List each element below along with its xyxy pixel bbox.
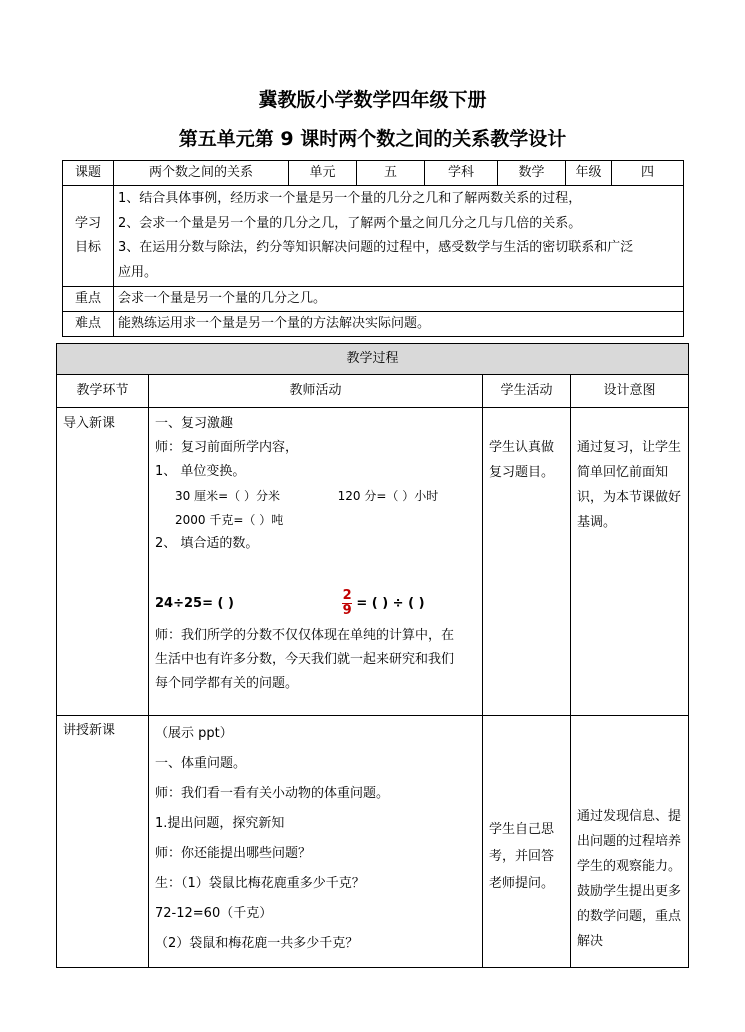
new-line: 师：你还能提出哪些问题？ [155,846,312,861]
equation-row [155,586,476,622]
new-line: （展示 ppt） [155,726,233,741]
equation-division: 24÷25= ( ) [155,596,234,611]
document-subtitle: 第五单元第 9 课时两个数之间的关系教学设计 [178,128,567,150]
col-intent-header: 设计意图 [571,375,689,408]
new-design-intent: 通过发现信息、提出问题的过程培养学生的观察能力。鼓励学生提出更多的数学问题，重点解决 [571,716,689,968]
new-line: 一、体重问题。 [155,756,247,771]
intro-closing: 每个同学都有关的问题。 [155,676,299,691]
goals-label [63,186,114,287]
fill-title: 2、 填合适的数。 [155,536,259,551]
goals-label-line-1: 学习 [74,216,101,231]
intro-closing: 生活中也有许多分数，今天我们就一起来研究和我们 [155,652,455,667]
intro-row [57,408,689,716]
new-stage: 讲授新课 [57,716,149,968]
key-point-label: 重点 [63,287,114,312]
goals-label-line-2: 目标 [74,240,101,255]
grade-value: 四 [612,161,684,186]
fraction-denominator: 9 [342,603,352,618]
process-column-row [57,375,689,408]
new-student-activity: 学生自己思考，并回答老师提问。 [483,716,571,968]
document-title: 冀教版小学数学四年级下册 [258,89,487,111]
lesson-row [63,161,684,186]
subject-value: 数学 [498,161,566,186]
difficulty-row [63,312,684,337]
intro-student-activity: 学生认真做复习题目。 [483,408,571,716]
subject-label: 学科 [425,161,498,186]
conversion-b: 120 分=（ ）小时 [337,489,439,503]
key-point-row [63,287,684,312]
new-line: 1.提出问题，探究新知 [155,816,285,831]
process-header-row [57,344,689,375]
new-line: 72-12=60（千克） [155,906,273,921]
goals-row [63,186,684,287]
lesson-label: 课题 [63,161,114,186]
intro-stage: 导入新课 [57,408,149,716]
goal-item: 应用。 [118,264,158,280]
process-header: 教学过程 [57,344,689,375]
grade-label: 年级 [566,161,612,186]
goal-item: 2、会求一个量是另一个量的几分之几，了解两个量之间几分之几与几倍的关系。 [118,215,582,231]
equation-fraction-division: = ( ) ÷ ( ) [356,596,425,611]
fraction-numerator: 2 [342,588,352,603]
difficulty-label: 难点 [63,312,114,337]
intro-line: 师：复习前面所学内容， [155,440,299,455]
conversion-row [155,484,476,508]
intro-line: 1、 单位变换。 [155,464,246,479]
goals-content [114,186,684,287]
intro-design-intent: 通过复习，让学生简单回忆前面知识，为本节课做好基调。 [571,408,689,716]
goal-item: 1、结合具体事例，经历求一个量是另一个量的几分之几和了解两数关系的过程， [118,191,582,206]
lesson-info-table [62,160,684,337]
new-lesson-row [57,716,689,968]
unit-label: 单元 [289,161,357,186]
new-line: 师：我们看一看有关小动物的体重问题。 [155,786,390,801]
fraction-two-ninths [342,589,352,618]
col-student-header: 学生活动 [483,375,571,408]
conversion-a: 30 厘米=（ ）分米 [175,489,280,503]
new-line: 生：（1）袋鼠比梅花鹿重多少千克？ [155,876,365,891]
goal-item: 3、在运用分数与除法，约分等知识解决问题的过程中，感受数学与生活的密切联系和广泛 [118,240,634,255]
conversion-c: 2000 千克=（ ）吨 [175,513,284,527]
col-stage-header: 教学环节 [57,375,149,408]
key-point-value: 会求一个量是另一个量的几分之几。 [114,287,684,312]
difficulty-value: 能熟练运用求一个量是另一个量的方法解决实际问题。 [114,312,684,337]
intro-teacher-activity [149,408,483,716]
lesson-value: 两个数之间的关系 [114,161,289,186]
new-teacher-activity [149,716,483,968]
new-line: （2）袋鼠和梅花鹿一共多少千克？ [155,936,359,951]
col-teacher-header: 教师活动 [149,375,483,408]
unit-value: 五 [357,161,425,186]
intro-closing: 师：我们所学的分数不仅仅体现在单纯的计算中，在 [155,628,455,643]
teaching-process-table [56,343,689,968]
intro-line: 一、复习激趣 [155,416,234,431]
